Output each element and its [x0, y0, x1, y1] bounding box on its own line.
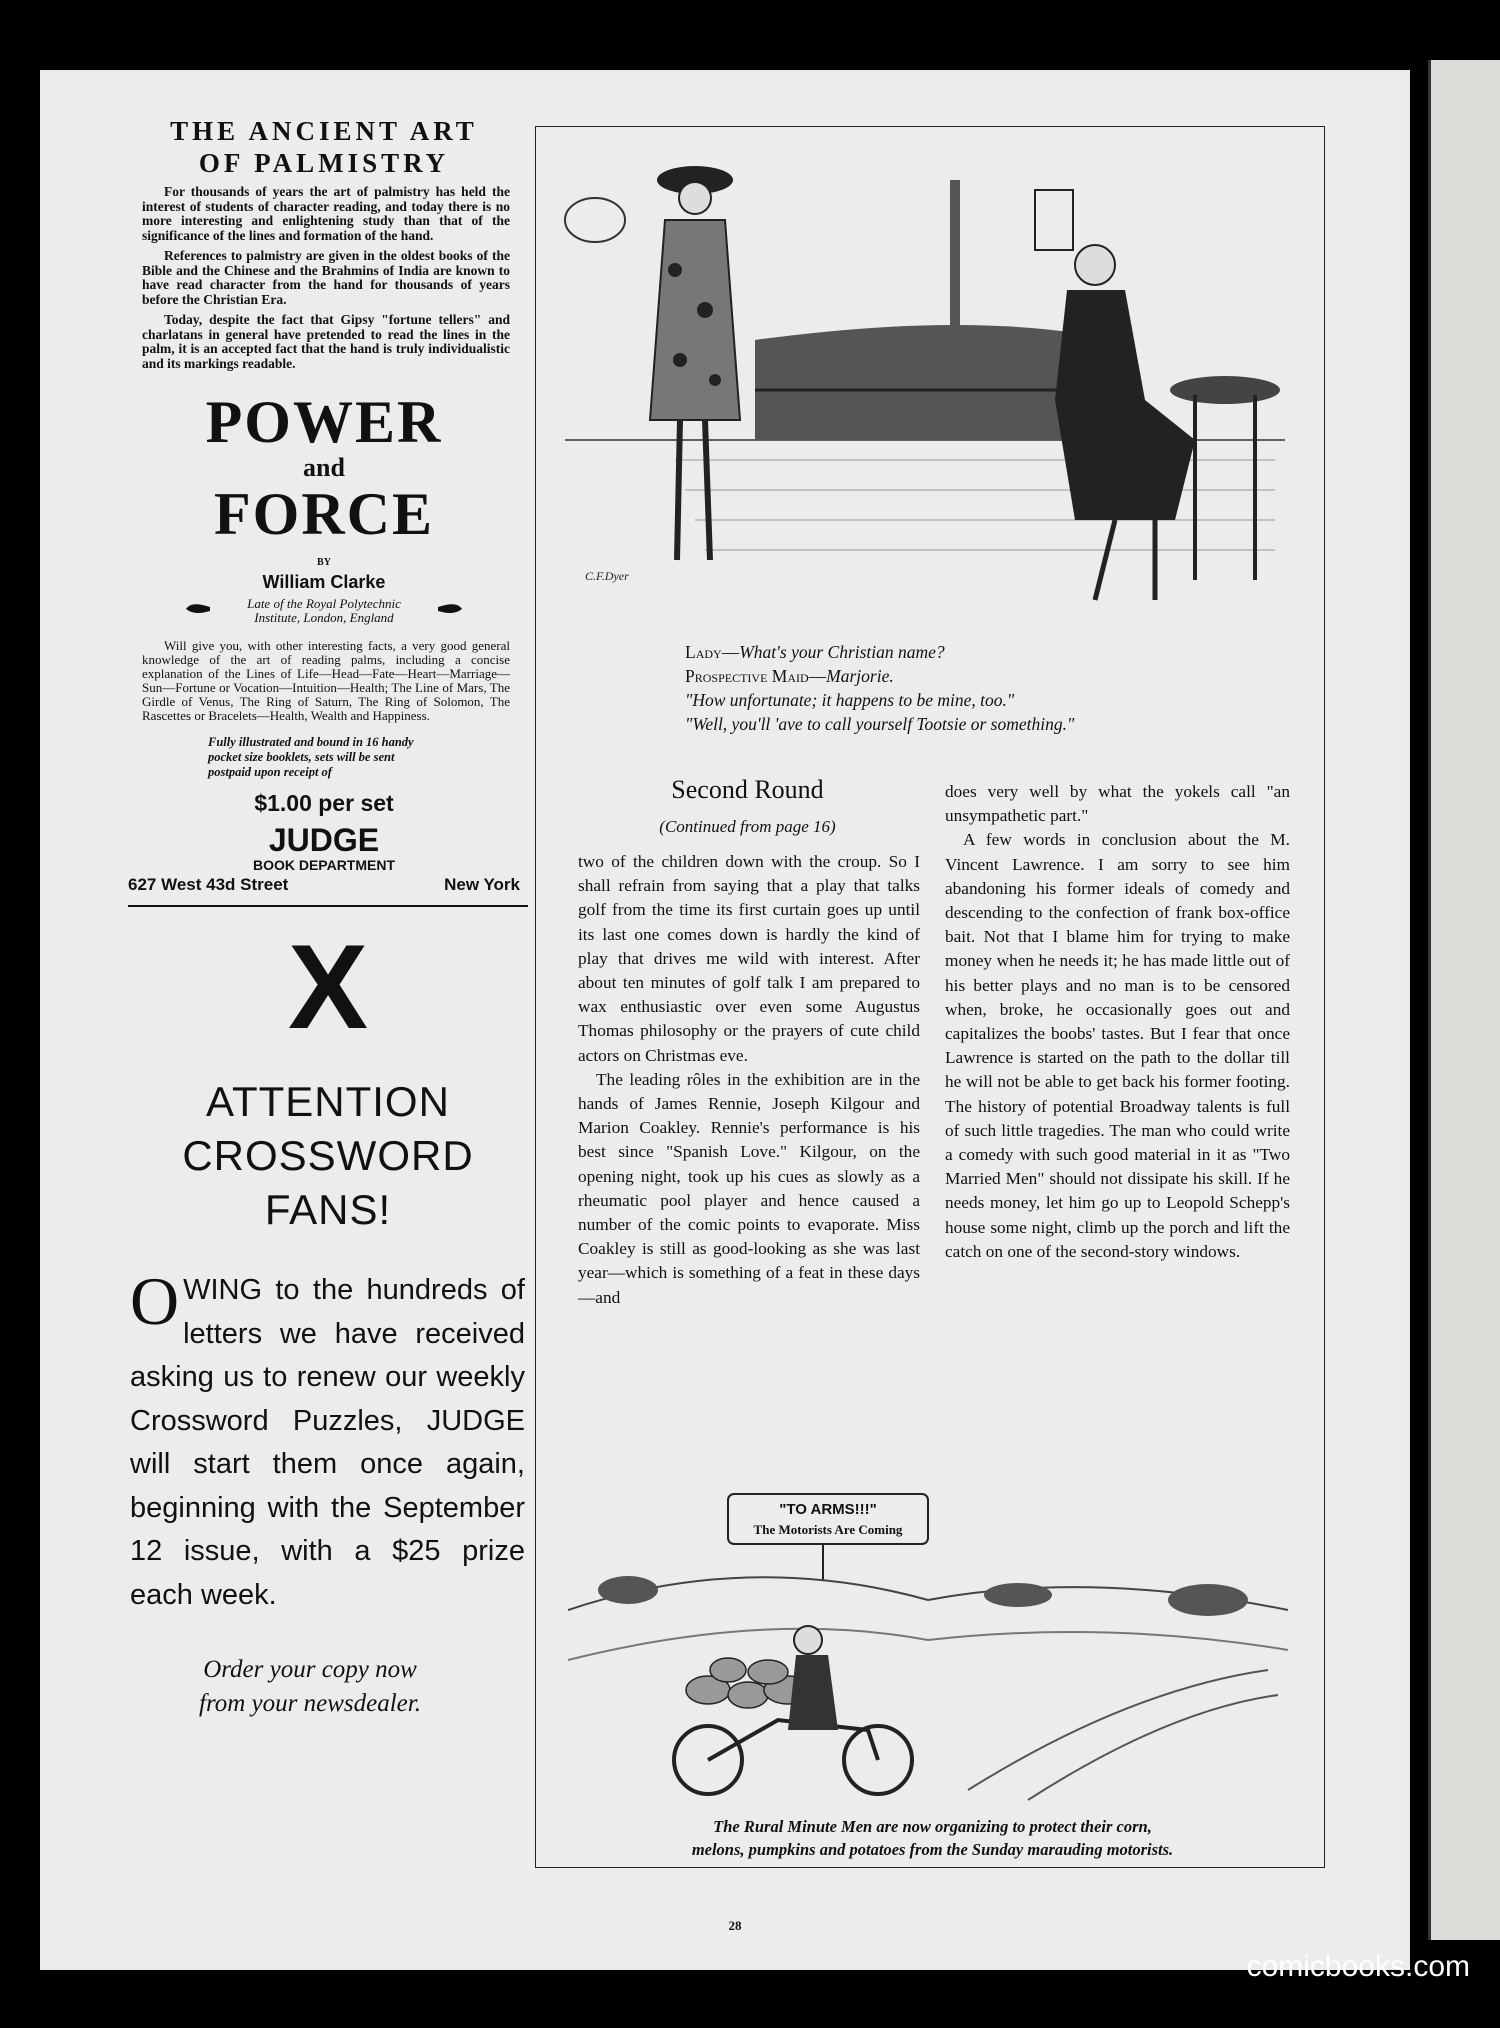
pointing-hand-icon [184, 601, 212, 617]
article-title: Second Round [671, 775, 824, 804]
caption-speaker: Lady— [685, 642, 740, 662]
article-continued-note: (Continued from page 16) [659, 817, 836, 836]
headline-line: CROSSWORD [182, 1132, 474, 1179]
caption-line: melons, pumpkins and potatoes from the Sunday marauding motorists. [691, 1840, 1174, 1859]
palmistry-title-line1: THE ANCIENT ART [170, 116, 478, 146]
order-line1: Order your copy now [203, 1656, 417, 1683]
article-paragraph: two of the children down with the croup. So I shall refrain from saying that a play that talks golf from the time its first curtain goes up until its last one comes down is hardly the kind of play that drives me wild with interest. After about ten minutes of golf talk I am prepared to wax enthusiastic over even some Augustus Thomas philosophy or the prayers of cute child actors on Christmas eve. [578, 852, 920, 1065]
publisher-address: 627 West 43d Street [128, 875, 289, 894]
caption-line: The Rural Minute Men are now organizing to protect their corn, [713, 1817, 1152, 1836]
headline-line: FANS! [264, 1186, 392, 1233]
book-by: BY [317, 557, 331, 568]
article-column-2 [945, 780, 1290, 1264]
publisher-city: New York [444, 875, 520, 894]
cartoon-illustration-lady-and-maid [555, 140, 1295, 618]
page-number: 28 [728, 1918, 742, 1933]
pointing-hand-icon [436, 601, 464, 617]
book-price: $1.00 per set [254, 790, 394, 816]
article-paragraph: does very well by what the yokels call "an unsympathetic part." [945, 782, 1290, 826]
book-description: Will give you, with other interesting facts, a very good general knowledge of the art of reading palms, including a concise explanation of the Lines of Life—Head—Fate—Heart—Marriage—Sun—Fortune or Vocation—Intuition—Health; The Line of Mars, The Girdle of Venus, The Ring of Saturn, The Ring of Solomon, The Rascettes or Bracelets—Health, Wealth and Happiness. [142, 638, 510, 723]
book-title-power: POWER [205, 389, 443, 455]
caption-line [685, 664, 1245, 688]
book-title-and: and [303, 453, 345, 482]
caption-text: What's your Christian name? [739, 642, 945, 662]
article-column-1 [578, 850, 920, 1310]
caption-text: "How unfortunate; it happens to be mine, too." [685, 690, 1015, 710]
sign-text-line2: The Motorists Are Coming [753, 1522, 903, 1537]
offer-text: Fully illustrated and bound in 16 handy pocket size booklets, sets will be sent postpaid upon receipt of [208, 735, 414, 779]
palmistry-paragraph: References to palmistry are given in the oldest books of the Bible and the Chinese and the Brahmins of India are known to have read character from the hand for thousands of years before the Christian Era. [142, 248, 510, 307]
article-paragraph: The leading rôles in the exhibition are in the hands of James Rennie, Joseph Kilgour and Marion Coakley. Rennie's performance is his best since "Spanish Love." Kilgour, on the opening night, took up his cues as slowly as a rheumatic pool player and hence caused a number of the comic points to evaporate. Miss Coakley is still as good-looking as she was last year—which is something of a feat in these days—and [578, 1069, 920, 1307]
publisher-department: BOOK DEPARTMENT [252, 857, 396, 873]
author-affiliation [128, 597, 520, 625]
cartoon-illustration-rural-minute-men [568, 1490, 1288, 1808]
cartoon-top-caption [685, 640, 1245, 736]
crossword-headline [128, 1075, 528, 1237]
palmistry-title-line2: OF PALMISTRY [198, 148, 450, 178]
adjacent-page-edge [1428, 60, 1500, 1940]
caption-line [685, 640, 1245, 664]
sign-text-line1: "TO ARMS!!!" [779, 1501, 877, 1518]
site-watermark: comicbooks.com [1246, 1950, 1470, 1983]
palmistry-paragraph: For thousands of years the art of palmistry has held the interest of students of character reading, and today there is no more interesting and enlightening study than that of the significance of the lines and formation of the hand. [142, 184, 510, 243]
cartoon-signature: C.F.Dyer [585, 569, 629, 583]
affiliation-line1: Late of the Royal Polytechnic [247, 596, 401, 611]
order-line2: from your newsdealer. [199, 1690, 421, 1717]
headline-line: ATTENTION [206, 1078, 450, 1125]
crossword-big-x: X [287, 920, 369, 1054]
crossword-body [130, 1263, 525, 1617]
book-author: William Clarke [262, 572, 386, 592]
palmistry-paragraph: Today, despite the fact that Gipsy "fortune tellers" and charlatans in general have pretended to read the lines in the palm, it is an accepted fact that the hand is truly individualistic and its markings readable. [142, 312, 510, 371]
publisher-name: JUDGE [268, 822, 380, 858]
publisher-address-row [128, 875, 520, 895]
caption-line [685, 688, 1245, 712]
article-paragraph: A few words in conclusion about the M. Vincent Lawrence. I am sorry to see him abandoning his former ideals of comedy and descending to the confection of frank box-office bait. Not that I blame him for trying to make money when he needs it; he has made little out of his better plays and no man is to be censored when, broke, he occasionally goes out and capitalizes the boobs' tastes. But I fear that once Lawrence is started on the path to the dollar till he will not be able to get back his former footing. The history of potential Broadway talents is full of such little tragedies. The man who could write a comedy with such good material in it as "Two Married Men" should not dissipate his skill. If he needs money, let him go up to Leopold Schepp's house some night, climb up the porch and lift the catch on one of the second-story windows. [945, 830, 1290, 1261]
crossword-body-text: WING to the hundreds of letters we have received asking us to renew our weekly Crossword Puzzles, JUDGE will start them once again, beginning with the September 12 issue, with a $25 prize each week. [130, 1274, 525, 1611]
order-note [120, 1653, 500, 1721]
caption-line [685, 712, 1245, 736]
caption-text: Marjorie. [826, 666, 894, 686]
book-title-force: FORCE [214, 481, 434, 547]
caption-text: "Well, you'll 'ave to call yourself Tootsie or something." [685, 714, 1075, 734]
drop-cap: O [130, 1263, 180, 1339]
section-divider [128, 905, 528, 907]
caption-speaker: Prospective Maid— [685, 666, 827, 686]
cartoon-bottom-caption [570, 1815, 1295, 1861]
affiliation-line2: Institute, London, England [254, 610, 394, 625]
left-ad-column [80, 115, 525, 1721]
